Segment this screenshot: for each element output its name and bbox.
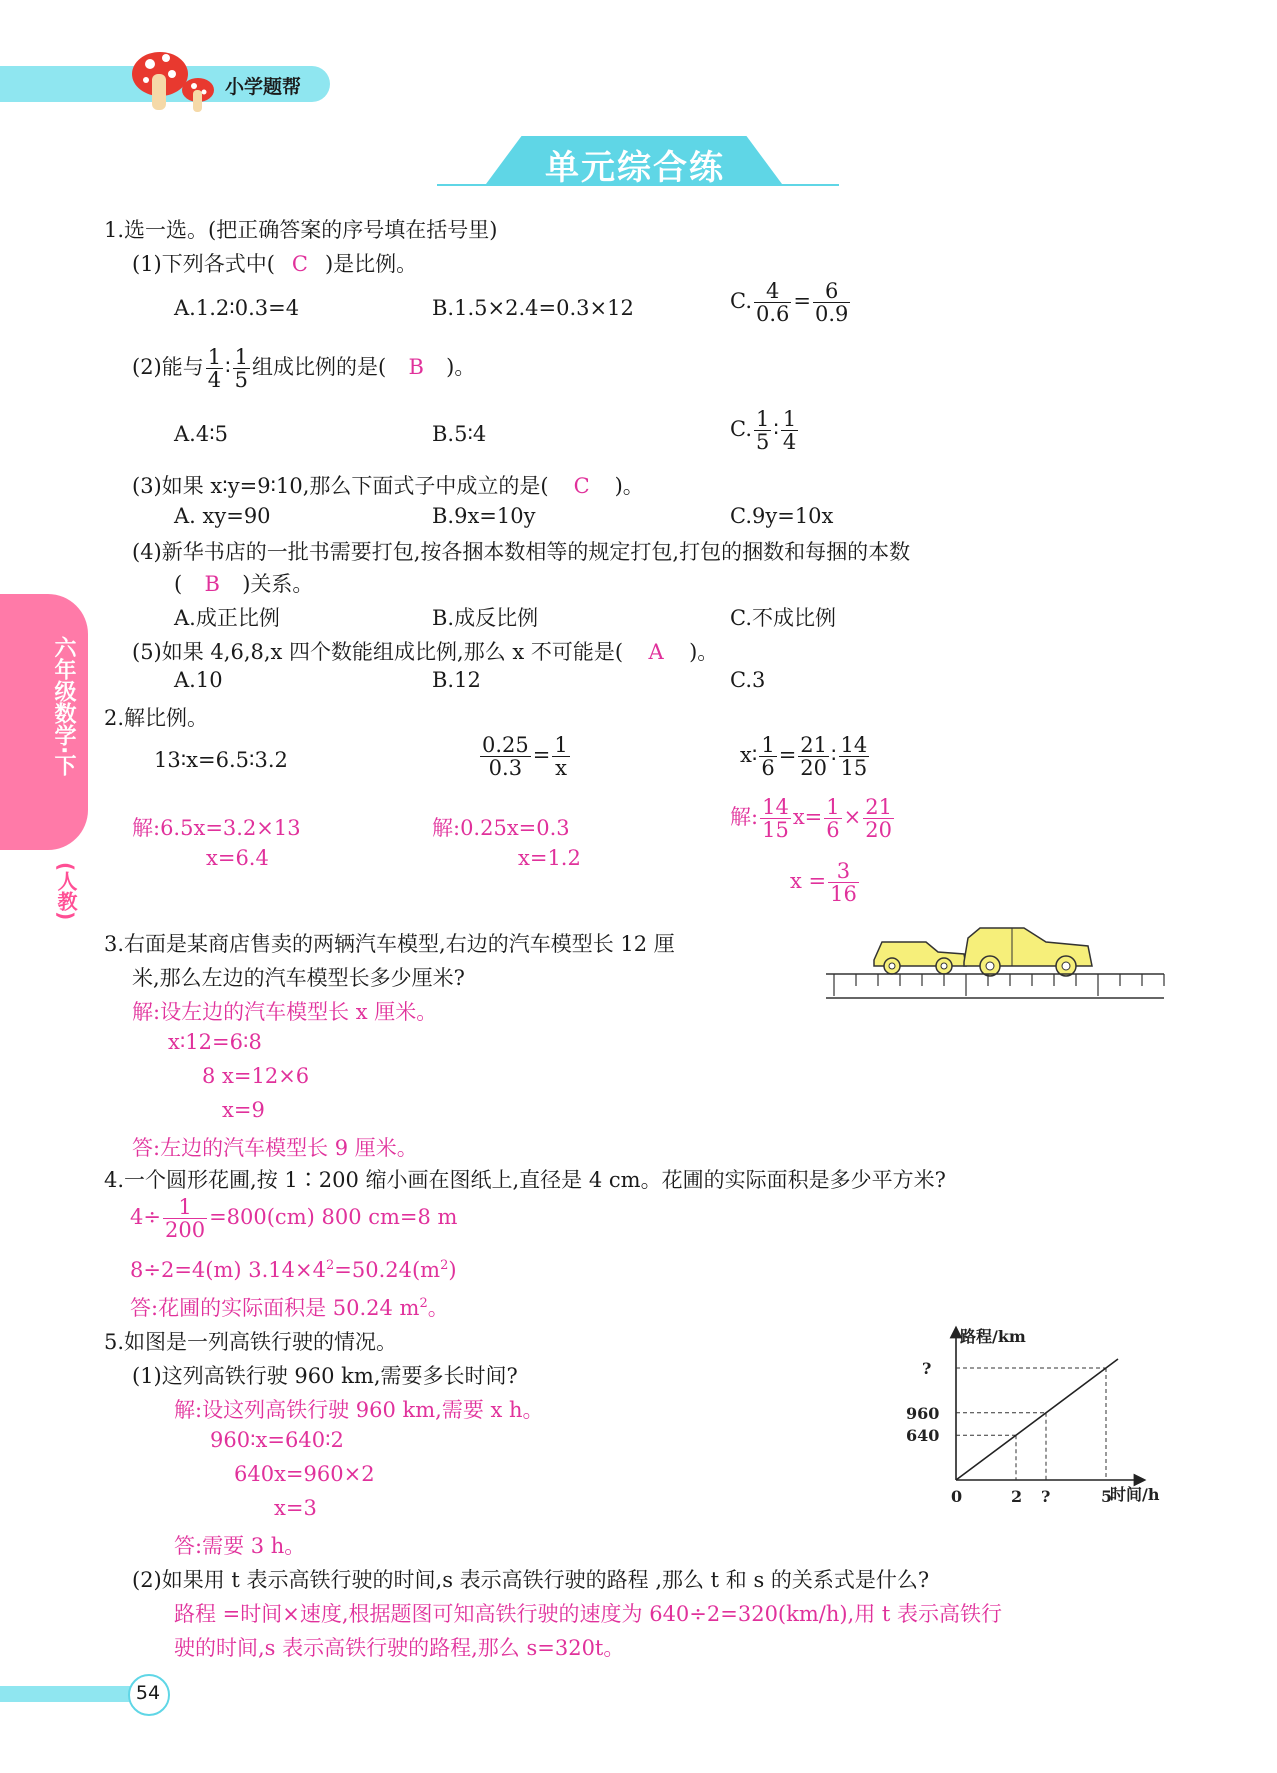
q1-p4-option-a: A.成正比例	[174, 606, 280, 630]
q4-answer-line1: 4÷ $\frac{1}{200}$ =800(cm) 800 cm=8 m	[130, 1195, 458, 1243]
x-axis-label: 时间/h	[1110, 1485, 1160, 1504]
page-number: 54	[135, 1682, 161, 1704]
q1-p2-option-a: A.4∶5	[174, 422, 229, 446]
q2-solution3-line2: x = $\frac{3}{16}$	[790, 859, 857, 907]
q1-p2-option-c: C. $\frac{1}{5}$ ∶ $\frac{1}{4}$	[730, 407, 797, 455]
q2-solution2-line1: 解:0.25x=0.3	[432, 816, 570, 840]
brand-label: 小学题帮	[225, 76, 302, 98]
q3-answer-line4: x=9	[222, 1098, 265, 1122]
q2-title: 2.解比例。	[104, 706, 209, 730]
q5-title: 5.如图是一列高铁行驶的情况。	[104, 1330, 398, 1354]
series-line	[956, 1359, 1118, 1480]
q5-part1-question: (1)这列高铁行驶 960 km,需要多长时间?	[132, 1364, 518, 1388]
q1-p3-option-a: A. xy=90	[174, 504, 271, 528]
q2-eq1: 13∶x=6.5∶3.2	[154, 748, 288, 772]
q1-p1-option-b: B.1.5×2.4=0.3×12	[432, 296, 634, 320]
q1-p4-line2: ( B )关系。	[174, 572, 314, 596]
answer-fill: B	[408, 355, 424, 380]
answer-fill: C	[573, 474, 590, 498]
y-tick-label: ?	[922, 1359, 932, 1378]
answer-fill: A	[648, 640, 664, 664]
q1-p1-option-a: A.1.2∶0.3=4	[174, 296, 300, 320]
q5-part1-answer-line2: 960∶x=640∶2	[210, 1428, 344, 1452]
y-tick-label: 960	[906, 1403, 940, 1423]
q1-p4-line1: (4)新华书店的一批书需要打包,按各捆本数相等的规定打包,打包的捆数和每捆的本数	[132, 540, 911, 564]
q5-part1-answer-line3: 640x=960×2	[234, 1462, 375, 1486]
footer-band	[0, 1686, 148, 1702]
q1-p2-option-b: B.5∶4	[432, 422, 487, 446]
y-tick-label: 640	[906, 1426, 940, 1446]
q1-p5-option-c: C.3	[730, 668, 766, 692]
q1-p1-option-c: C. $\frac{4}{0.6}$ = $\frac{6}{0.9}$	[730, 279, 849, 327]
q3-line2: 米,那么左边的汽车模型长多少厘米?	[132, 966, 465, 990]
side-tab-grade: 六年级数学·下	[51, 636, 76, 777]
section-title: 单元综合练	[545, 148, 725, 188]
q1-p1: (1)下列各式中( C )是比例。	[132, 252, 418, 276]
q1-p3-option-c: C.9y=10x	[730, 504, 834, 528]
q1-p5-option-a: A.10	[174, 668, 223, 692]
q5-part2-answer-line1: 路程 =时间×速度,根据题图可知高铁行驶的速度为 640÷2=320(km/h),用 t 表示高铁行	[174, 1602, 1003, 1626]
q1-p5: (5)如果 4,6,8,x 四个数能组成比例,那么 x 不可能是( A )。	[132, 640, 719, 664]
q2-eq2: $\frac{0.25}{0.3}$ = $\frac{1}{x}$	[482, 733, 568, 781]
q1-p2: (2)能与 $\frac{1}{4}$ ∶ $\frac{1}{5}$ 组成比例的是( B )。	[132, 345, 476, 393]
q1-p3: (3)如果 x∶y=9∶10,那么下面式子中成立的是( C )。	[132, 474, 644, 498]
answer-fill: B	[204, 572, 220, 596]
q5-part2-answer-line2: 驶的时间,s 表示高铁行驶的路程,那么 s=320t。	[174, 1636, 625, 1660]
q3-answer-line2: x∶12=6∶8	[168, 1030, 262, 1054]
q4-question: 4.一个圆形花圃,按 1∶200 缩小画在图纸上,直径是 4 cm。花圃的实际面积是多少平方米?	[104, 1168, 946, 1192]
answer-fill: C	[291, 252, 308, 276]
q4-answer-line2: 8÷2=4(m) $3.14\times 4^2=50.24(m^2)$	[130, 1258, 457, 1282]
side-tab-edition: (人教)	[54, 862, 78, 921]
x-tick-label: 0	[951, 1487, 963, 1506]
q5-part1-answer-line5: 答:需要 3 h。	[174, 1534, 306, 1558]
q2-solution3-line1: 解: $\frac{14}{15}$ x= $\frac{1}{6}$ × $\frac{21}{20}$	[730, 795, 892, 843]
q1-p3-option-b: B.9x=10y	[432, 504, 536, 528]
q3-answer-line5: 答:左边的汽车模型长 9 厘米。	[132, 1136, 418, 1160]
q3-answer-line1: 解:设左边的汽车模型长 x 厘米。	[132, 1000, 438, 1024]
y-axis-label: 路程/km	[960, 1327, 1026, 1346]
x-tick-label: ?	[1041, 1487, 1051, 1506]
q1-p4-option-c: C.不成比例	[730, 606, 836, 630]
q3-line1: 3.右面是某商店售卖的两辆汽车模型,右边的汽车模型长 12 厘	[104, 932, 675, 956]
distance-time-chart	[900, 1320, 1180, 1510]
x-tick-label: 5	[1101, 1487, 1113, 1506]
q4-answer-line3: 答:花圃的实际面积是 50.24 $m^2$。	[130, 1296, 449, 1320]
q5-part1-answer-line4: x=3	[274, 1496, 317, 1520]
q2-eq3: x∶ $\frac{1}{6}$ = $\frac{21}{20}$ ∶ $\frac{14}{15}$	[740, 733, 868, 781]
car-models-ruler-illustration	[826, 922, 1166, 1002]
q3-answer-line3: 8 x=12×6	[202, 1064, 310, 1088]
q2-solution2-line2: x=1.2	[518, 846, 581, 870]
q5-part1-answer-line1: 解:设这列高铁行驶 960 km,需要 x h。	[174, 1398, 544, 1422]
q2-solution1-line2: x=6.4	[206, 846, 269, 870]
q1-title: 1.选一选。(把正确答案的序号填在括号里)	[104, 218, 498, 242]
x-tick-label: 2	[1011, 1487, 1023, 1506]
q1-p5-option-b: B.12	[432, 668, 481, 692]
mushroom-logo-icon	[128, 44, 220, 116]
q1-p4-option-b: B.成反比例	[432, 606, 539, 630]
q5-part2-question: (2)如果用 t 表示高铁行驶的时间,s 表示高铁行驶的路程 ,那么 t 和 s 的关系式是什么?	[132, 1568, 930, 1592]
q2-solution1-line1: 解:6.5x=3.2×13	[132, 816, 301, 840]
